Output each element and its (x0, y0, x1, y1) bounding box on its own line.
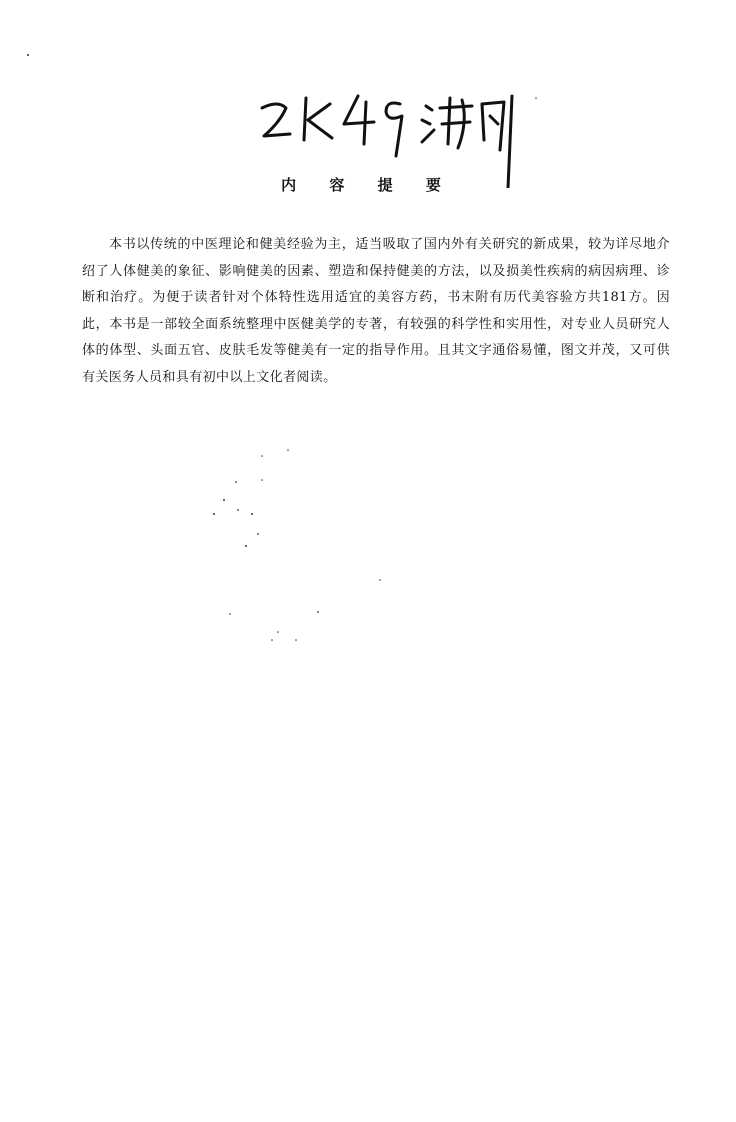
summary-paragraph (82, 232, 670, 391)
summary-text: 本书以传统的中医理论和健美经验为主，适当吸取了国内外有关研究的新成果，较为详尽地介绍了人体健美的象征、影响健美的因素、塑造和保持健美的方法，以及损美性疾病的病因病理、诊断和治疗。为便于读者针对个体特性选用适宜的美容方药，书末附有历代美容验方共181方。因此，本书是一部较全面系统整理中医健美学的专著，有较强的科学性和实用性，对专业人员研究人体的体型、头面五官、皮肤毛发等健美有一定的指导作用。且其文字通俗易懂，图文并茂，又可供有关医务人员和具有初中以上文化者阅读。 (82, 237, 670, 385)
page-title: 内 容 提 要 (281, 176, 455, 194)
handwritten-inscription (250, 78, 540, 188)
